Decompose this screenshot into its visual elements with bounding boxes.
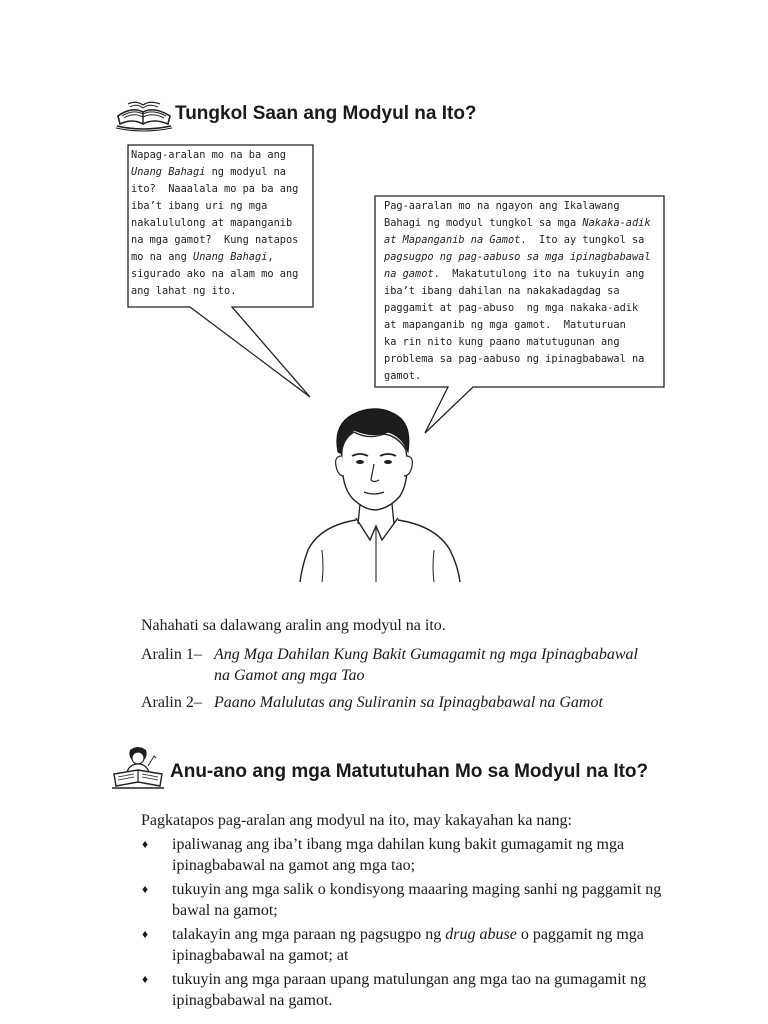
diamond-bullet-icon: ♦: [142, 972, 149, 986]
list-item: ♦ tukuyin ang mga salik o kondisyong maaaring maging sanhi ng paggamit ng bawal na gamot;: [142, 881, 662, 919]
diamond-bullet-icon: ♦: [142, 927, 149, 941]
section1-title: Tungkol Saan ang Modyul na Ito?: [175, 103, 477, 124]
lesson-title-cont: na Gamot ang mga Tao: [214, 667, 365, 684]
student-reading-icon: [108, 744, 168, 794]
section2-title: Anu-ano ang mga Matututuhan Mo sa Modyul na Ito?: [170, 761, 649, 782]
diamond-bullet-icon: ♦: [142, 837, 149, 851]
list-item: ♦ ipaliwanag ang iba’t ibang mga dahilan kung bakit gumagamit ng mga ipinagbabawal na gamot ang mga tao;: [142, 836, 625, 874]
lesson-title: Paano Malulutas ang Suliranin sa Ipinagbabawal na Gamot: [214, 694, 603, 711]
outcomes-list: [142, 834, 662, 1014]
lesson-title: Ang Mga Dahilan Kung Bakit Gumagamit ng mga Ipinagbabawal: [214, 646, 638, 663]
lesson-item-2: [141, 694, 701, 716]
lesson-label: Aralin 2–: [141, 694, 202, 711]
outcomes-intro: Pagkatapos pag-aralan ang modyul na ito, may kakayahan ka nang:: [141, 812, 572, 829]
lesson-label: Aralin 1–: [141, 646, 202, 663]
lesson-item-1: [141, 646, 701, 690]
speech-bubble-right-text: Pag-aaralan mo na ngayon ang Ikalawang Bahagi ng modyul tungkol sa mga Nakaka-adik at Mapanganib na Gamot. Ito ay tungkol sa pagsugpo ng pag-aabuso sa mga ipinagbabawal na gamot. Makatutulong ito na tukuyin ang iba’t ibang dahilan na nakakadagdag sa paggamit at pag-abuso ng mga nakaka-adik at mapanganib ng mga gamot. Matuturuan ka rin nito kung paano matutugunan ang problema sa pag-aabuso ng ipinagbabawal na gamot.: [384, 200, 651, 382]
diamond-bullet-icon: ♦: [142, 882, 149, 896]
young-man-portrait: [280, 400, 480, 585]
lessons-intro: Nahahati sa dalawang aralin ang modyul na ito.: [141, 617, 446, 634]
list-item: ♦ tukuyin ang mga paraan upang matulungan ang mga tao na gumagamit ng ipinagbabawal na gamot.: [142, 971, 647, 1009]
speech-bubble-left-text: Napag-aralan mo na ba ang Unang Bahagi ng modyul na ito? Naaalala mo pa ba ang iba’t ibang uri ng mga nakalululong at mapanganib na mga gamot? Kung natapos mo na ang Unang Bahagi, sigurado ako na alam mo ang ang lahat ng ito.: [131, 149, 299, 297]
list-item: ♦ talakayin ang mga paraan ng pagsugpo ng drug abuse o paggamit ng mga ipinagbabawal na gamot; at: [142, 926, 644, 964]
section2-header: [108, 744, 668, 794]
